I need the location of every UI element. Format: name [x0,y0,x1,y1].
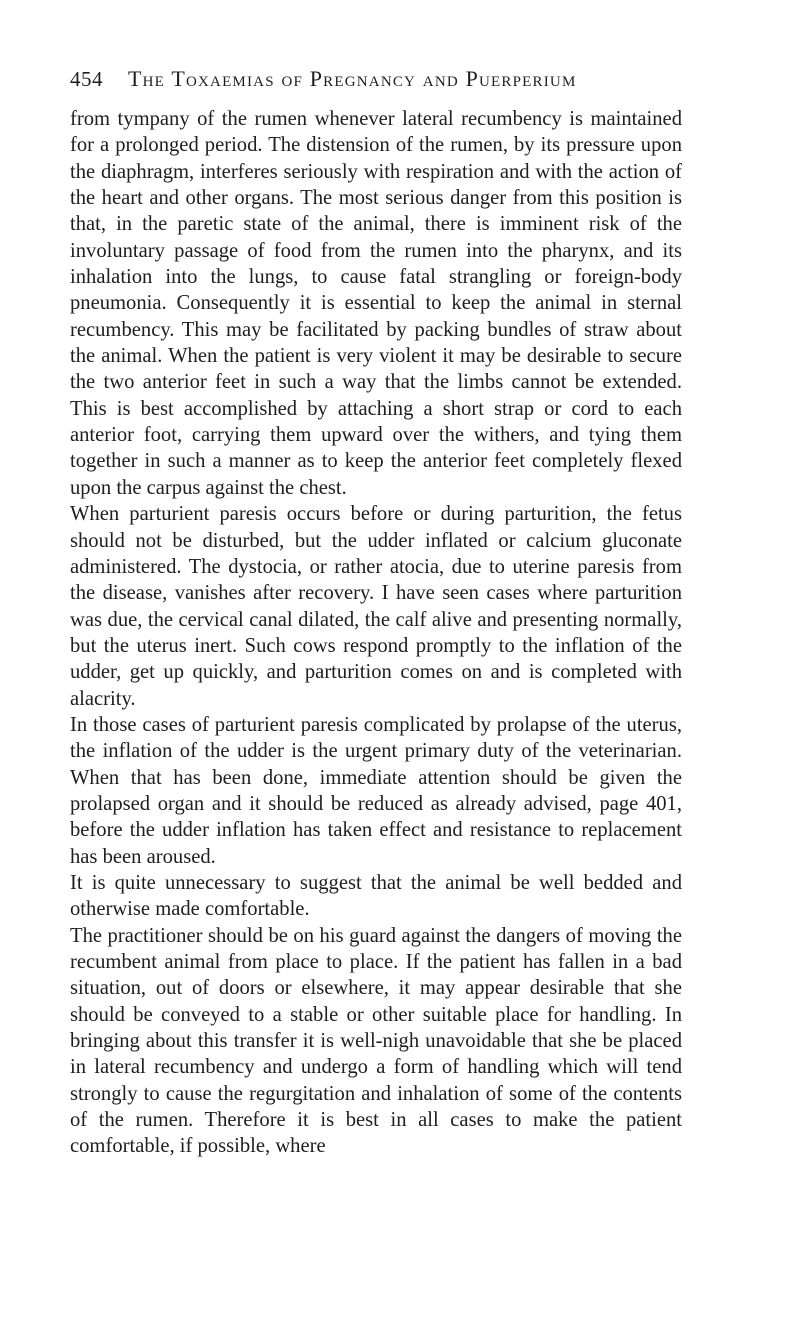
running-head [70,66,682,106]
paragraph-5: The practitioner should be on his guard against the dangers of moving the recumbent animal from place to place. If the patient has fallen in a bad situation, out of doors or elsewhere, it may appear desirable that she should be conveyed to a stable or other suitable place for handling. In bringing about this transfer it is well-nigh unavoidable that she be placed in lateral recumbency and undergo a form of handling which will tend strongly to cause the regurgitation and inhalation of some of the contents of the rumen. Therefore it is best in all cases to make the patient comfortable, if possible, where [70,924,682,1158]
paragraph-4: It is quite unnecessary to suggest that the animal be well bedded and otherwise made comfortable. [70,871,682,921]
page-number: 454 [70,67,103,91]
book-page [70,66,682,1160]
running-title: The Toxaemias of Pregnancy and Puerperium [128,66,577,91]
body-text [70,106,682,1160]
paragraph-2: When parturient paresis occurs before or during parturition, the fetus should not be disturbed, but the udder inflated or calcium gluconate administered. The dystocia, or rather atocia, due to uterine paresis from the disease, vanishes after recovery. I have seen cases where parturition was due, the cervical canal dilated, the calf alive and presenting normally, but the uterus inert. Such cows respond promptly to the inflation of the udder, get up quickly, and parturition comes on and is completed with alacrity. [70,503,682,710]
paragraph-3: In those cases of parturient paresis complicated by prolapse of the uterus, the inflation of the udder is the urgent primary duty of the veterinarian. When that has been done, immediate attention should be given the prolapsed organ and it should be reduced as already advised, page 401, before the udder inflation has taken effect and resistance to replacement has been aroused. [70,713,682,868]
paragraph-1: from tympany of the rumen whenever lateral recumbency is maintained for a prolonged period. The distension of the rumen, by its pressure upon the diaphragm, interferes seriously with respiration and with the action of the heart and other organs. The most serious danger from this position is that, in the paretic state of the animal, there is imminent risk of the involuntary passage of food from the rumen into the pharynx, and its inhalation into the lungs, to cause fatal strangling or foreign-body pneumonia. Consequently it is essential to keep the animal in sternal recumbency. This may be facilitated by packing bundles of straw about the animal. When the patient is very violent it may be desirable to secure the two anterior feet in such a way that the limbs cannot be extended. This is best accomplished by attaching a short strap or cord to each anterior foot, carrying them upward over the withers, and tying them together in such a manner as to keep the anterior feet completely flexed upon the carpus against the chest. [70,108,682,499]
